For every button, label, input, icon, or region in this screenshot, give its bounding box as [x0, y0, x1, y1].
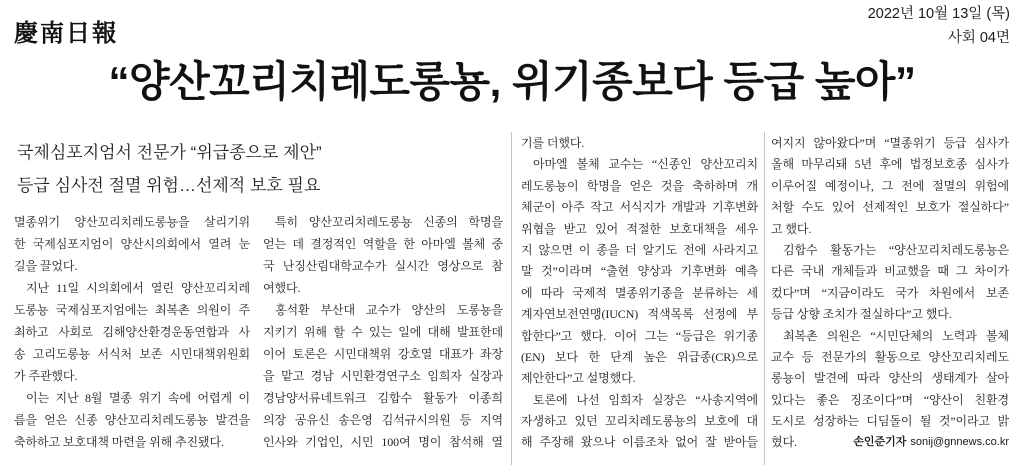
body-line: 아마엘 볼체 교수는 “신종인 양산꼬리치 [533, 157, 758, 172]
body-line: 축하하고 보호대책 마련을 위해 추진됐다. [14, 435, 224, 449]
body-line: 이는 지난 8월 멸종 위기 속에 어렵게 이 [26, 391, 250, 405]
body-line: 최복촌 의원은 “시민단체의 노력과 볼체 [783, 328, 1009, 343]
reporter-email: sonij@gnnews.co.kr [910, 436, 1009, 449]
body-line: 국 난징산림대학교수가 실시간 영상으로 참 [263, 259, 503, 273]
final-line-with-byline [771, 432, 1009, 453]
body-line: 인사와 기업인, 시민 100여 명이 참석해 열 [263, 435, 503, 449]
body-line: 경남양서류네트워크 김합수 활동가 이종희 [263, 391, 503, 405]
body-line: 레도롱뇽이 학명을 얻은 것을 축하하며 개 [521, 178, 758, 193]
body-line: 기를 더했다. [521, 136, 585, 150]
body-line: 을 맡고 경남 시민환경연구소 임희자 실장과 [263, 369, 503, 383]
body-line: 등급 상향 조치가 절실하다”고 했다. [771, 307, 952, 322]
body-line: 최하고 사회로 김해양산환경운동연합과 사 [14, 325, 250, 339]
body-line: 여했다. [263, 281, 301, 295]
body-line: 혔다. [771, 435, 797, 450]
body-line: 말 것”이라며 “출현 양상과 기후변화 예측 [521, 264, 758, 279]
body-line: 홍석환 부산대 교수가 양산의 도롱뇽을 [275, 303, 503, 317]
body-line: 있다는 좋은 징조이다”며 “양산이 친환경 [771, 392, 1009, 407]
body-line: 교수 등 전문가의 활동으로 양산꼬리치레도 [771, 349, 1009, 364]
body-column [14, 211, 250, 453]
body-line: 위협을 받고 있어 적절한 보호대책을 세우 [521, 221, 758, 236]
body-line: 송 고리도롱뇽 서식처 보존 시민대책위원회 [14, 347, 250, 361]
column-rule [511, 132, 512, 465]
body-line: 의장 공유신 송은영 김석규시의원 등 지역 [263, 413, 503, 427]
body-line: 도시로 성장하는 디딤돌이 될 것”이라고 밝 [771, 414, 1009, 429]
body-line: 컸다”며 “지금이라도 국가 차원에서 보존 [771, 285, 1009, 300]
body-line: 이어 토론은 시민대책위 강호열 대표가 좌장 [263, 347, 503, 361]
body-line: 지 않으면 이 종을 더 알기도 전에 사라지고 [521, 242, 758, 257]
column-rule [764, 132, 765, 465]
body-line: 지키기 위해 할 수 있는 일에 대해 발표한데 [263, 325, 503, 339]
body-line: (EN) 보다 한 단계 높은 위급종(CR)으로 [521, 349, 758, 364]
body-column [771, 133, 1009, 454]
body-line: 김합수 활동가는 “양산꼬리치레도롱뇽은 [783, 242, 1009, 257]
body-line: 멸종위기 양산꼬리치레도롱뇽을 살리기위 [14, 215, 250, 229]
byline [853, 432, 1009, 453]
body-column [263, 211, 503, 453]
section-page-label: 사회 04면 [947, 30, 1010, 46]
publication-date: 2022년 10월 13일 (목) [867, 6, 1010, 22]
body-line: 처할 수도 있어 선제적인 보호가 절실하다” [771, 200, 1009, 215]
reporter-name: 손인준기자 [853, 436, 907, 449]
subheading: 등급 심사전 절멸 위험…선제적 보호 필요 [17, 176, 321, 195]
body-line: 체군이 아주 작고 서식지가 개발과 기후변화 [521, 200, 758, 215]
body-line: 다른 국내 개체들과 비교했을 때 그 차이가 [771, 264, 1009, 279]
body-line: 토론에 나선 임희자 실장은 “사송지역에 [533, 392, 758, 407]
body-column [521, 133, 758, 454]
body-line: 자생하고 있던 꼬리치레도롱뇽의 보호에 대 [521, 414, 758, 429]
body-line: 얻는 데 결정적인 역할을 한 아마엘 볼체 중 [263, 237, 503, 251]
body-line: 합한다”고 했다. 이어 그는 “등급은 위기종 [521, 328, 758, 343]
body-line: 계자연보전연맹(IUCN) 적색목록 선정에 부 [521, 307, 758, 322]
body-line: 이루어질 예정이나, 그 전에 절멸의 위험에 [771, 178, 1009, 193]
body-line: 해 주장해 왔으나 이름조차 없어 잘 받아들 [521, 435, 758, 450]
body-line: 여지지 않아왔다”며 “멸종위기 등급 심사가 [771, 136, 1009, 150]
body-line: 가 주관했다. [14, 369, 78, 383]
body-line: 한 국제심포지엄이 양산시의회에서 열려 눈 [14, 237, 250, 251]
body-line: 올해 마무리돼 5년 후에 법정보호종 심사가 [771, 157, 1009, 172]
body-line: 롱뇽이 발견에 따라 양산의 생태계가 살아 [771, 371, 1009, 386]
masthead-logo: 慶南日報 [14, 21, 118, 47]
headline: “양산꼬리치레도롱뇽, 위기종보다 등급 높아” [108, 58, 916, 105]
body-line: 특히 양산꼬리치레도롱뇽 신종의 학명을 [275, 215, 503, 229]
body-line: 고 했다. [771, 221, 812, 236]
body-line: 길을 끌었다. [14, 259, 78, 273]
body-line: 에 따라 국제적 멸종위기종을 분류하는 세 [521, 285, 758, 300]
body-line: 지난 11일 시의회에서 열린 양산꼬리치레 [26, 281, 250, 295]
body-line: 제안한다”고 설명했다. [521, 371, 636, 386]
body-line: 름을 얻은 신종 양산꼬리치레도롱뇽 발견을 [14, 413, 250, 427]
body-line: 도롱뇽 국제심포지엄에는 최복촌 의원이 주 [14, 303, 250, 317]
subheading: 국제심포지엄서 전문가 “위급종으로 제안” [17, 143, 322, 162]
